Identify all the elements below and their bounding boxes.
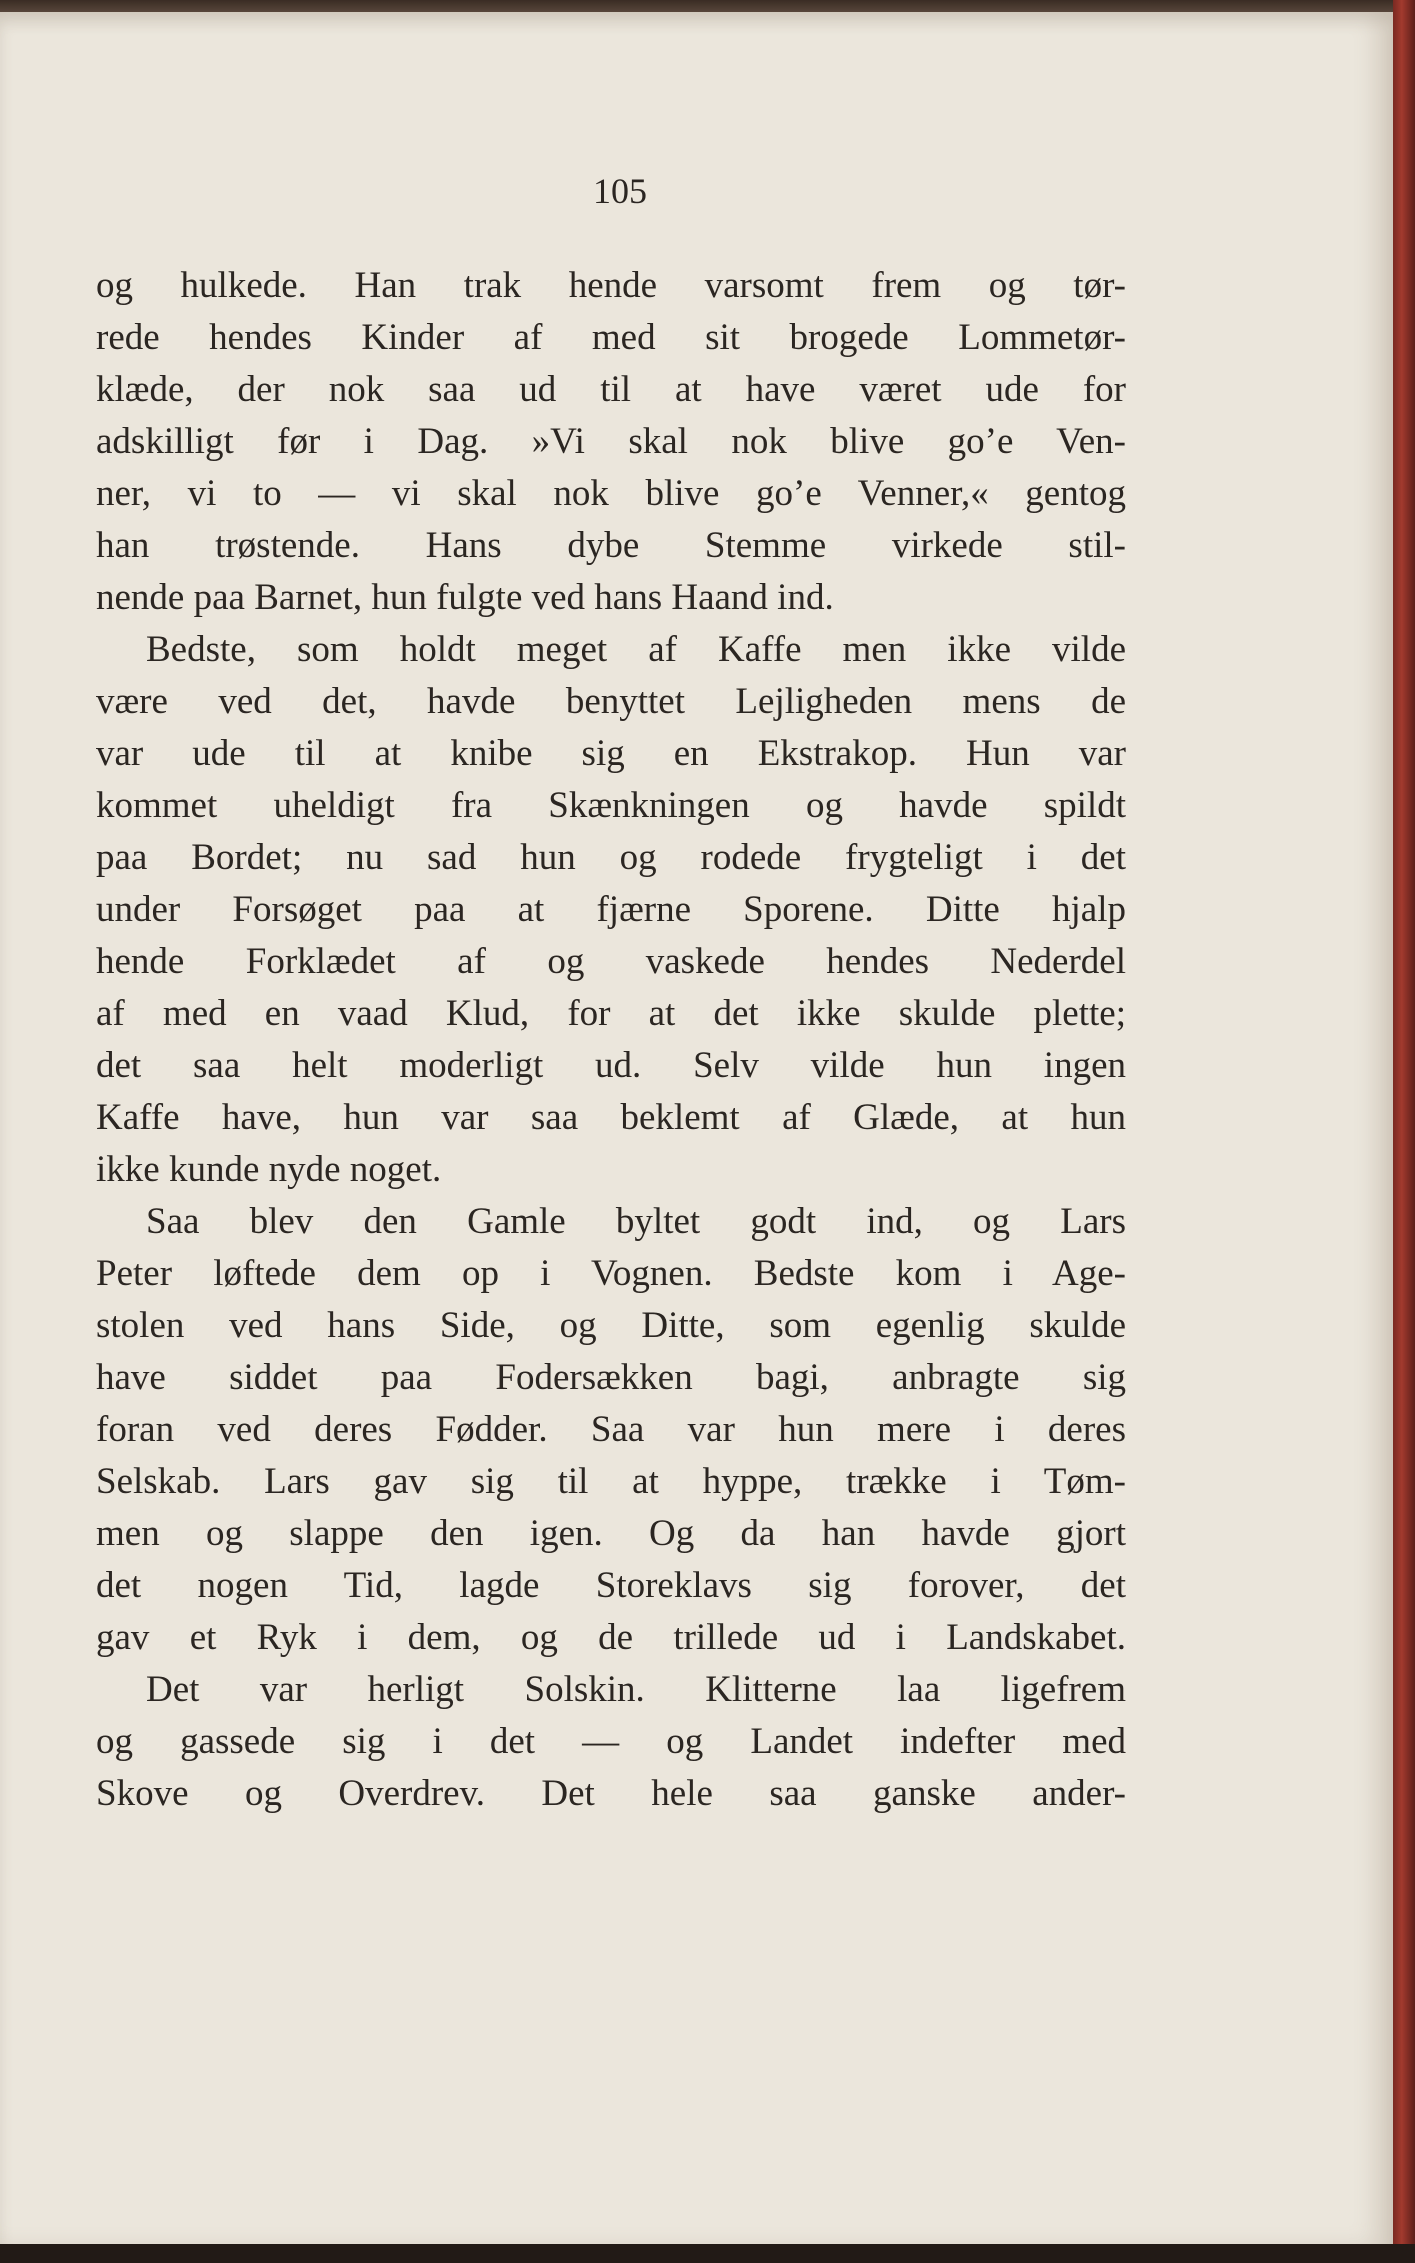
text-line: af med en vaad Klud, for at det ikke skulde plette; xyxy=(96,993,1126,1034)
text-line: have siddet paa Fodersækken bagi, anbragte sig xyxy=(96,1357,1126,1398)
text-line: rede hendes Kinder af med sit brogede Lommetør- xyxy=(96,317,1126,358)
text-line: stolen ved hans Side, og Ditte, som egenlig skulde xyxy=(96,1305,1126,1346)
text-line: var ude til at knibe sig en Ekstrakop. Hun var xyxy=(96,733,1126,774)
text-line: han trøstende. Hans dybe Stemme virkede stil- xyxy=(96,525,1126,566)
text-line: det saa helt moderligt ud. Selv vilde hun ingen xyxy=(96,1045,1126,1086)
text-line: ner, vi to — vi skal nok blive go’e Venner,« gentog xyxy=(96,473,1126,514)
text-line: Skove og Overdrev. Det hele saa ganske ander- xyxy=(96,1773,1126,1814)
text-line: paa Bordet; nu sad hun og rodede frygteligt i det xyxy=(96,837,1126,878)
text-line: og gassede sig i det — og Landet indefter med xyxy=(96,1721,1126,1762)
text-line: Saa blev den Gamle byltet godt ind, og Lars xyxy=(146,1201,1126,1242)
text-line: hende Forklædet af og vaskede hendes Nederdel xyxy=(96,941,1126,982)
bottom-page-edge xyxy=(0,2244,1415,2263)
text-line: gav et Ryk i dem, og de trillede ud i Landskabet. xyxy=(96,1617,1126,1658)
text-line: ikke kunde nyde noget. xyxy=(96,1149,442,1190)
text-line: klæde, der nok saa ud til at have været ude for xyxy=(96,369,1126,410)
text-line: under Forsøget paa at fjærne Sporene. Ditte hjalp xyxy=(96,889,1126,930)
text-line: kommet uheldigt fra Skænkningen og havde spildt xyxy=(96,785,1126,826)
page-number: 105 xyxy=(593,171,647,211)
text-line: Peter løftede dem op i Vognen. Bedste kom i Age- xyxy=(96,1253,1126,1294)
text-line: men og slappe den igen. Og da han havde gjort xyxy=(96,1513,1126,1554)
text-line: være ved det, havde benyttet Lejligheden mens de xyxy=(96,681,1126,722)
text-line: Selskab. Lars gav sig til at hyppe, trække i Tøm- xyxy=(96,1461,1126,1502)
body-text xyxy=(96,260,1126,1820)
text-line: foran ved deres Fødder. Saa var hun mere i deres xyxy=(96,1409,1126,1450)
text-line: Kaffe have, hun var saa beklemt af Glæde, at hun xyxy=(96,1097,1126,1138)
text-line: adskilligt før i Dag. »Vi skal nok blive go’e Ven- xyxy=(96,421,1126,462)
text-line: Bedste, som holdt meget af Kaffe men ikke vilde xyxy=(146,629,1126,670)
book-cover-edge xyxy=(1393,0,1415,2263)
text-line: og hulkede. Han trak hende varsomt frem og tør- xyxy=(96,265,1126,306)
text-line: nende paa Barnet, hun fulgte ved hans Haand ind. xyxy=(96,577,834,618)
text-line: Det var herligt Solskin. Klitterne laa ligefrem xyxy=(146,1669,1126,1710)
text-line: det nogen Tid, lagde Storeklavs sig forover, det xyxy=(96,1565,1126,1606)
